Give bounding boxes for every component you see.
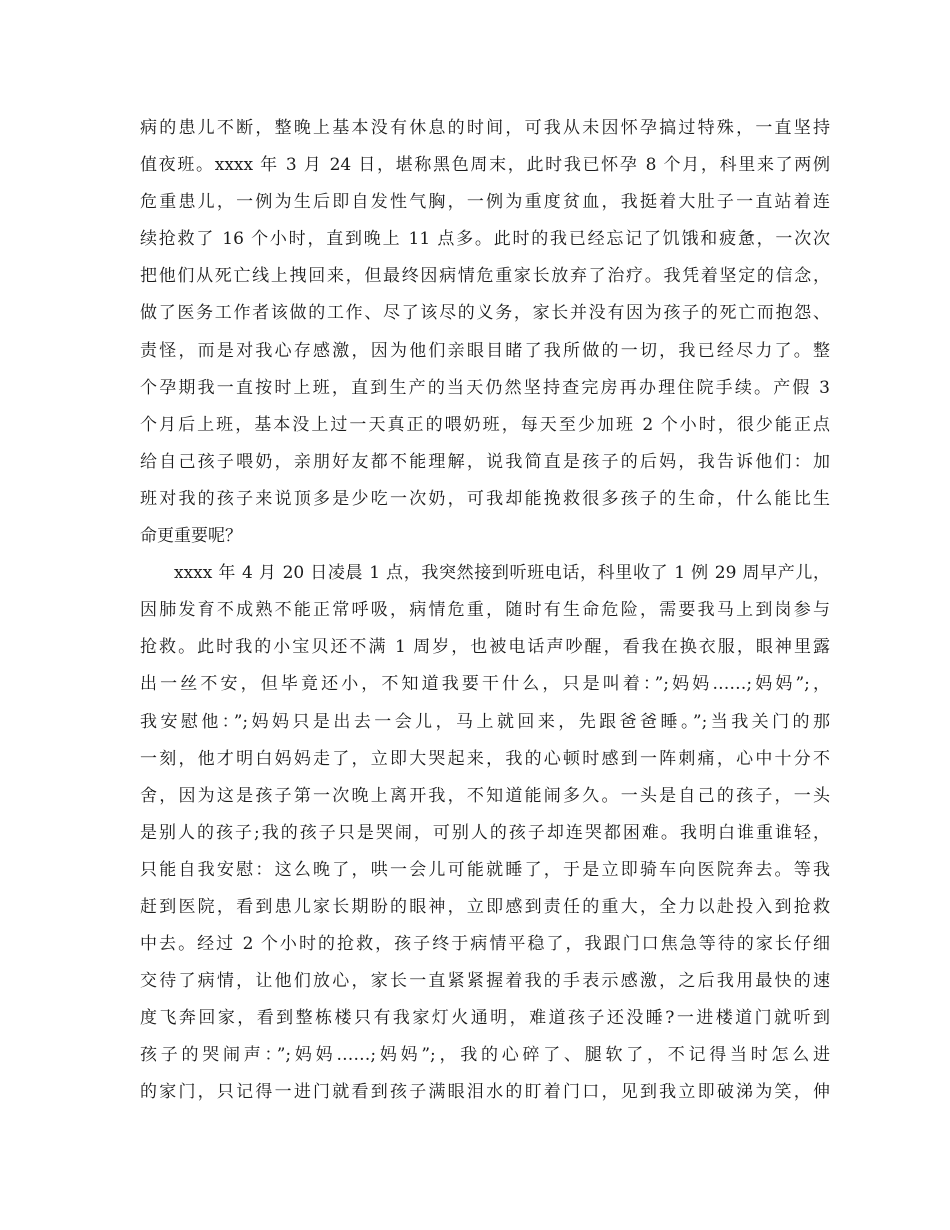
text-line: 赶到医院，看到患儿家长期盼的眼神，立即感到责任的重大，全力以赴投入到抢救 — [140, 896, 830, 917]
text-line: 只能自我安慰：这么晚了，哄一会儿可能就睡了，于是立即骑车向医院奔去。等我 — [140, 859, 830, 880]
text-line: 做了医务工作者该做的工作、尽了该尽的义务，家长并没有因为孩子的死亡而抱怨、 — [140, 303, 830, 324]
text-line: 是别人的孩子;我的孩子只是哭闹，可别人的孩子却连哭都困难。我明白谁重谁轻， — [140, 822, 830, 843]
text-line: 孩子的哭闹声：”;妈妈……;妈妈”;，我的心碎了、腿软了，不记得当时怎么进 — [140, 1045, 830, 1066]
text-line: 值夜班。xxxx 年 3 月 24 日，堪称黑色周末，此时我已怀孕 8 个月，科里来了两例 — [140, 155, 830, 176]
paragraph-start-line: xxxx 年 4 月 20 日凌晨 1 点，我突然接到听班电话，科里收了 1 例 29 周早产儿， — [174, 563, 830, 584]
body-text — [140, 110, 830, 1112]
text-line: 个孕期我一直按时上班，直到生产的当天仍然坚持查完房再办理住院手续。产假 3 — [140, 377, 830, 398]
text-line: 给自己孩子喂奶，亲朋好友都不能理解，说我简直是孩子的后妈，我告诉他们：加 — [140, 451, 830, 472]
text-line: 中去。经过 2 个小时的抢救，孩子终于病情平稳了，我跟门口焦急等待的家长仔细 — [140, 934, 830, 955]
text-line: 交待了病情，让他们放心，家长一直紧紧握着我的手表示感激，之后我用最快的速 — [140, 971, 830, 992]
text-line: 病的患儿不断，整晚上基本没有休息的时间，可我从未因怀孕搞过特殊，一直坚持 — [140, 118, 830, 138]
text-line: 舍，因为这是孩子第一次晚上离开我，不知道能闹多久。一头是自己的孩子，一头 — [140, 785, 830, 806]
text-line: 的家门，只记得一进门就看到孩子满眼泪水的盯着门口，见到我立即破涕为笑，伸 — [140, 1082, 830, 1103]
text-line: 出一丝不安，但毕竟还小，不知道我要干什么，只是叫着：”;妈妈……;妈妈”;， — [140, 674, 830, 695]
text-line: 危重患儿，一例为生后即自发性气胸，一例为重度贫血，我挺着大肚子一直站着连 — [140, 192, 830, 213]
text-line: 一刻，他才明白妈妈走了，立即大哭起来，我的心顿时感到一阵刺痛，心中十分不 — [140, 748, 830, 769]
text-line: 命更重要呢？ — [140, 526, 242, 547]
text-line: 我安慰他：”;妈妈只是出去一会儿，马上就回来，先跟爸爸睡。”;当我关门的那 — [140, 711, 830, 732]
text-line: 把他们从死亡线上拽回来，但最终因病情危重家长放弃了治疗。我凭着坚定的信念， — [140, 266, 830, 287]
text-line: 责怪，而是对我心存感激，因为他们亲眼目睹了我所做的一切，我已经尽力了。整 — [140, 340, 830, 361]
text-line: 个月后上班，基本没上过一天真正的喂奶班，每天至少加班 2 个小时，很少能正点 — [140, 414, 830, 435]
text-line: 续抢救了 16 个小时，直到晚上 11 点多。此时的我已经忘记了饥饿和疲惫，一次次 — [140, 229, 830, 250]
text-line: 因肺发育不成熟不能正常呼吸，病情危重，随时有生命危险，需要我马上到岗参与 — [140, 600, 830, 621]
text-line: 班对我的孩子来说顶多是少吃一次奶，可我却能挽救很多孩子的生命，什么能比生 — [140, 488, 830, 509]
text-line: 度飞奔回家，看到整栋楼只有我家灯火通明，难道孩子还没睡?一进楼道门就听到 — [140, 1008, 830, 1029]
text-line: 抢救。此时我的小宝贝还不满 1 周岁，也被电话声吵醒，看我在换衣服，眼神里露 — [140, 637, 830, 658]
